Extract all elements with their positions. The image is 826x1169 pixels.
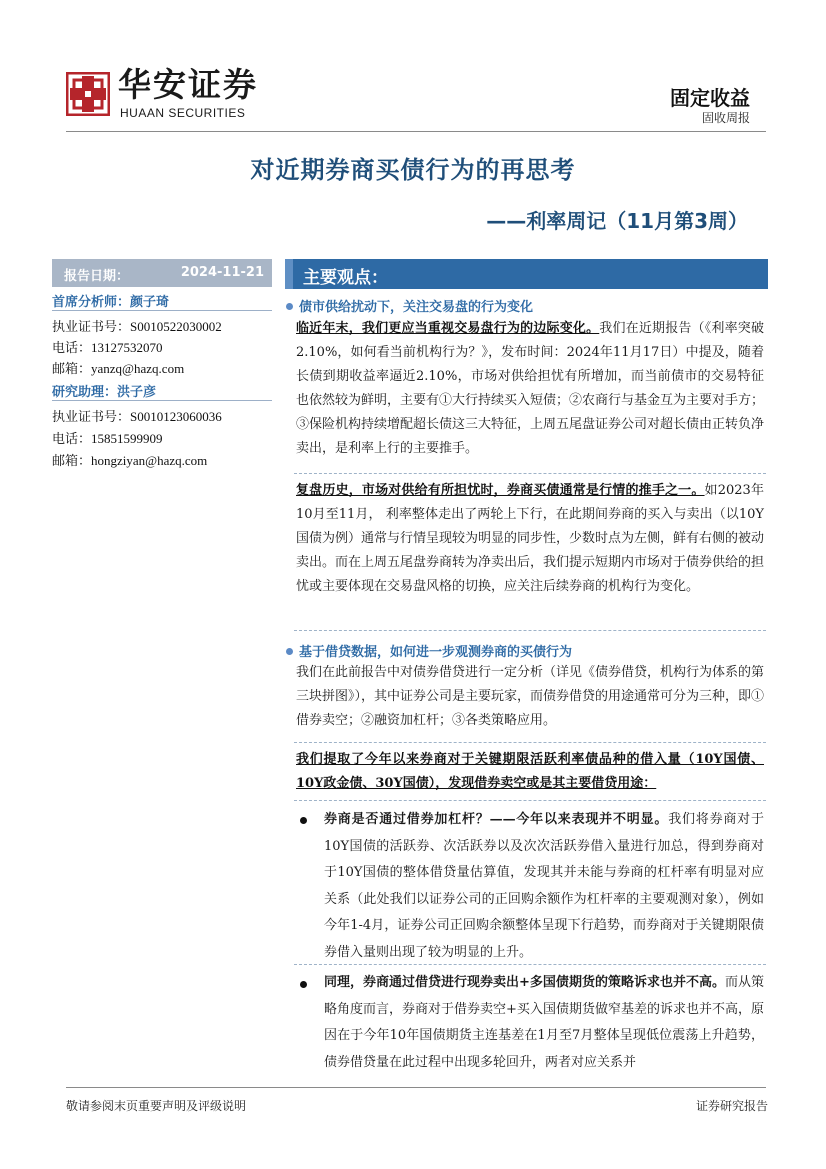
bullet-dot-icon bbox=[300, 817, 307, 824]
assistant-certificate: 执业证书号：S0010123060036 bbox=[52, 409, 222, 424]
bullet-lead: 券商是否通过借券加杠杆？——今年以来表现并不明显。 bbox=[324, 812, 669, 827]
research-assistant-heading: 研究助理：洪子彦 bbox=[52, 385, 157, 400]
brand-name-cn: 华安证券 bbox=[118, 65, 258, 104]
bullet-body: 而从策略角度而言，券商对于借券卖空+买入国债期货做窄基差的诉求也并不高，原因在于今年10年国债期货主连基差在1月至7月整体呈现低位震荡上升趋势，债券借贷量在此过程中出现多轮回升，两者对应关系并 bbox=[324, 975, 764, 1070]
paragraph-lead: 临近年末，我们更应当重视交易盘行为的边际变化。 bbox=[296, 321, 600, 336]
dashed-divider bbox=[294, 473, 766, 474]
paragraph-lead: 我们提取了今年以来券商对于关键期限活跃利率债品种的借入量（10Y国债、10Y政金债、30Y国债），发现借券卖空或是其主要借贷用途： bbox=[296, 752, 764, 791]
analyst-certificate: 执业证书号：S0010522030002 bbox=[52, 319, 222, 334]
paragraph-lead: 复盘历史，市场对供给有所担忧时，券商买债通常是行情的推手之一。 bbox=[296, 483, 705, 498]
bullet-dot-icon bbox=[286, 648, 293, 655]
key-points-bar bbox=[285, 259, 768, 289]
paragraph bbox=[296, 317, 764, 461]
report-title: 对近期券商买债行为的再思考 bbox=[250, 156, 576, 184]
chief-analyst-heading: 首席分析师：颜子琦 bbox=[52, 295, 170, 310]
section-heading-text: 基于借贷数据，如何进一步观测券商的买债行为 bbox=[299, 645, 573, 660]
section-heading-text: 债市供给扰动下，关注交易盘的行为变化 bbox=[299, 300, 534, 315]
report-subtitle: ——利率周记（11月第3周） bbox=[486, 209, 748, 233]
paragraph bbox=[296, 748, 764, 796]
paragraph-body: 我们在近期报告（《利率突破2.10%，如何看当前机构行为？》，发布时间：2024年11月17日）中提及，随着长债到期收益率逼近2.10%，市场对供给担忧有所增加，而当前债市的交易特征也依然较为鲜明，主要有①大行持续买入短债；②农商行与基金互为主要对手方；③保险机构持续增配超长债这三大特征，上周五尾盘证券公司对超长债由正转负净卖出，是利率上行的主要推手。 bbox=[296, 321, 765, 456]
bar-accent bbox=[285, 259, 293, 289]
sidebar-divider bbox=[52, 310, 272, 311]
paragraph bbox=[296, 661, 764, 733]
header-divider bbox=[66, 131, 766, 132]
footer-divider bbox=[66, 1087, 766, 1088]
section-heading bbox=[286, 296, 533, 315]
report-subcategory: 固收周报 bbox=[701, 111, 750, 125]
report-date-label: 报告日期： bbox=[64, 269, 130, 284]
sidebar-divider bbox=[52, 400, 272, 401]
report-date-bar bbox=[52, 259, 272, 287]
dashed-divider bbox=[294, 800, 766, 801]
paragraph-body: 我们在此前报告中对债券借贷进行一定分析（详见《债券借贷，机构行为体系的第三块拼图》），其中证券公司是主要玩家，而债券借贷的用途通常可分为三种，即①借券卖空；②融资加杠杆；③各类策略应用。 bbox=[296, 665, 765, 728]
bullet-lead: 同理，券商通过借贷进行现券卖出+多国债期货的策略诉求也并不高。 bbox=[324, 975, 725, 990]
bullet-paragraph bbox=[324, 970, 764, 1076]
bullet-dot-icon bbox=[300, 981, 307, 988]
report-category: 固定收益 bbox=[670, 86, 750, 110]
footer-report-type: 证券研究报告 bbox=[695, 1099, 768, 1113]
analyst-phone: 电话：13127532070 bbox=[52, 340, 163, 355]
bullet-paragraph bbox=[324, 807, 764, 966]
section-heading bbox=[286, 641, 572, 660]
dashed-divider bbox=[294, 742, 766, 743]
bullet-dot-icon bbox=[286, 303, 293, 310]
dashed-divider bbox=[294, 964, 766, 965]
footer-disclaimer: 敬请参阅末页重要声明及评级说明 bbox=[66, 1099, 247, 1113]
report-date-value: 2024-11-21 bbox=[180, 265, 264, 280]
analyst-email: 邮箱：yanzq@hazq.com bbox=[52, 361, 185, 376]
assistant-phone: 电话：15851599909 bbox=[52, 431, 163, 446]
brand-name-en: HUAAN SECURITIES bbox=[120, 106, 246, 120]
bullet-body: 我们将券商对于10Y国债的活跃券、次活跃券以及次次活跃券借入量进行加总，得到券商对于10Y国债的整体借贷量估算值，发现其并未能与券商的杠杆率有明显对应关系（此处我们以证券公司的正回购余额作为杠杆率的主要观测对象），例如今年1-4月，证券公司正回购余额整体呈现下行趋势，而券商对于关键期限债券借入量则出现了较为明显的上升。 bbox=[324, 812, 764, 960]
brand-logo-icon bbox=[66, 72, 110, 116]
assistant-email: 邮箱：hongziyan@hazq.com bbox=[52, 453, 208, 468]
paragraph-body: 如2023年10月至11月， 利率整体走出了两轮上下行，在此期间券商的买入与卖出（以10Y国债为例）通常与行情呈现较为明显的同步性，少数时点为左侧，鲜有右侧的被动卖出。而在上周五尾盘券商转为净卖出后，我们提示短期内市场对于债券供给的担忧或主要体现在交易盘风格的切换，应关注后续券商的机构行为变化。 bbox=[296, 483, 765, 594]
key-points-title: 主要观点： bbox=[303, 268, 388, 288]
paragraph bbox=[296, 479, 764, 599]
dashed-divider bbox=[294, 630, 766, 631]
